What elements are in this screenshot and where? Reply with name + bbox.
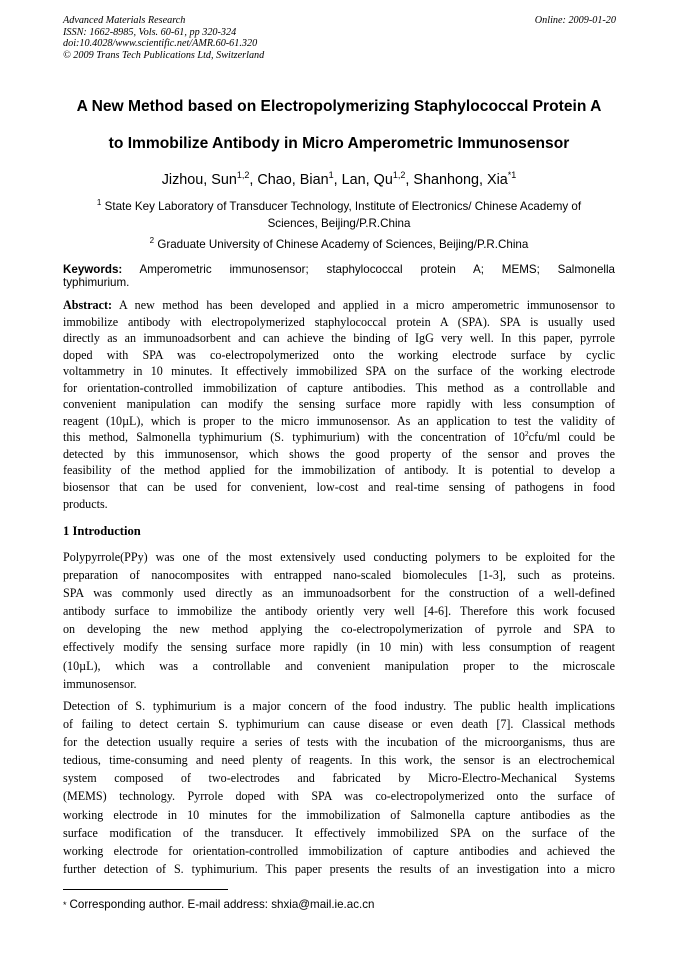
author-affiliation-mark: 1 (328, 170, 334, 180)
abstract-line: detected by this immunosensor, which shows the good property of the sensor and proves the (63, 446, 615, 461)
body-line: Polypyrrole(PPy) was one of the most extensively used conducting polymers to be exploited for the (63, 550, 615, 564)
footnote-rule (63, 889, 228, 890)
author-name: Lan, Qu (341, 172, 393, 188)
body-line: antibody surface to immobilize the antibody oriently very well [4-6]. Therefore this work focused (63, 604, 615, 619)
paper-title-line-2: to Immobilize Antibody in Micro Amperometric Immunosensor (108, 135, 570, 152)
body-line: of failing to detect certain S. typhimurium can cause disease or even death [7]. Classical methods (63, 717, 615, 732)
body-line: (MEMS) technology. Pyrrole doped with SPA was co-electropolymerized onto the surface of (63, 789, 615, 804)
keywords-text: typhimurium. (63, 276, 130, 290)
keywords-label: Keywords: (63, 263, 123, 276)
author-name: Shanhong, Xia (413, 172, 508, 188)
paper-title-line-1: A New Method based on Electropolymerizing Staphylococcal Protein A (76, 98, 602, 115)
doi-line: doi:10.4028/www.scientific.net/AMR.60-61.320 (63, 38, 258, 50)
footnote-text: Corresponding author. E-mail address: shxia@mail.ie.ac.cn (69, 898, 375, 911)
abstract-line: immobilize antibody with electropolymerized staphylococcal protein A (SPA). SPA is usually used (63, 314, 615, 329)
author-separator: , (249, 172, 258, 188)
keywords (63, 263, 615, 290)
author-affiliation-mark: 1,2 (236, 170, 250, 180)
journal-name: Advanced Materials Research (63, 15, 186, 26)
copyright-line: © 2009 Trans Tech Publications Ltd, Switzerland (63, 49, 265, 61)
issn-line: ISSN: 1662-8985, Vols. 60-61, pp 320-324 (63, 26, 237, 38)
body-line: Detection of S. typhimurium is a major concern of the food industry. The public health implications (63, 699, 615, 713)
section-heading-introduction: 1 Introduction (63, 524, 141, 538)
journal-header (63, 15, 616, 61)
author-separator: , (405, 172, 414, 188)
body-line: preparation of nanocomposites with entrapped nano-scaled biomolecules [1-3], such as proteins. (63, 568, 615, 583)
abstract-line: directly as an immunoadsorbent and can achieve the binding of IgG very well. In this paper, pyrrole (63, 331, 615, 346)
body-line: working electrode in 10 minutes for the immobilization of Salmonella capture antibodies as the (63, 807, 615, 822)
author-affiliation-mark: 1,2 (392, 170, 406, 180)
abstract-line: biosensor that can be used for convenient, low-cost and real-time sensing of pathogens in food (63, 480, 615, 495)
abstract (63, 297, 615, 512)
abstract-line: convenient manipulation can modify the sensing surface more rapidly with less consumption of (63, 397, 615, 412)
body-line: effectively modify the sensing surface more rapidly (in 10 min) with less consumption of reagent (63, 640, 615, 655)
footnote (63, 898, 375, 911)
abstract-line: for orientation-controlled immobilization of capture antibodies. This method as a controllable and (63, 380, 615, 395)
abstract-line: products. (63, 496, 108, 511)
affiliation-1 (70, 198, 608, 232)
affiliation-number: 2 (149, 236, 155, 245)
body-line: working electrode for orientation-controlled immobilization of capture antibodies and achieved the (63, 843, 615, 858)
intro-paragraph-1 (63, 548, 615, 693)
author-affiliation-mark: *1 (507, 170, 517, 180)
footnote-star: * (63, 900, 67, 910)
abstract-line: doped with SPA was co-electropolymerized onto the working electrode surface by cyclic (63, 347, 615, 362)
intro-paragraph-2 (63, 697, 615, 878)
abstract-line: voltammetry in 10 minutes. It effectively immobilized SPA on the surface of the working electrode (63, 364, 615, 379)
abstract-line: reagent (10µL), which is proper to the micro immunosensor. As an application to test the validity of (63, 413, 615, 428)
affiliation-number: 1 (96, 198, 102, 207)
author-name: Jizhou, Sun (161, 172, 237, 188)
body-line: tedious, time-consuming and need plenty of reagents. In this work, the sensor is an electrochemical (63, 753, 615, 768)
body-line: SPA was commonly used directly as an immunoadsorbent for the construction of a well-defined (63, 586, 615, 601)
body-line: on developing the new method applying the co-electropolymerization of pyrrole and SPA to (63, 622, 615, 637)
body-line: (10µL), which was a controllable and convenient manipulation proper to the microscale (63, 658, 615, 673)
affiliation-text: Sciences, Beijing/P.R.China (267, 217, 411, 230)
body-line: surface modification of the transducer. It effectively immobilized SPA on the surface of the (63, 825, 615, 840)
abstract-text: A new method has been developed and applied in a micro amperometric immunosensor to (112, 298, 615, 312)
body-line: immunosensor. (63, 676, 137, 691)
keywords-text: Amperometric immunosensor; staphylococcal protein A; MEMS; Salmonella (139, 263, 615, 276)
body-line: further detection of S. typhimurium. This paper presents the results of an investigation into a micro (63, 861, 615, 876)
online-date: Online: 2009-01-20 (534, 15, 616, 26)
body-line: system composed of two-electrodes and fabricated by Micro-Electro-Mechanical Systems (63, 771, 615, 786)
abstract-line: this method, Salmonella typhimurium (S. typhimurium) with the concentration of $10^2cfu/ml$ could be (63, 429, 615, 445)
author-separator: , (333, 172, 342, 188)
affiliation-text: State Key Laboratory of Transducer Technology, Institute of Electronics/ Chinese Academy of (104, 200, 582, 213)
author-list (40, 172, 638, 188)
affiliation-2 (70, 238, 608, 251)
abstract-label: Abstract: (63, 298, 113, 312)
body-line: for the detection usually require a series of tests with the incubation of the microorganisms, thus are (63, 735, 615, 750)
affiliation-text: Graduate University of Chinese Academy of Sciences, Beijing/P.R.China (157, 238, 529, 251)
abstract-line: feasibility of the method applied for the immobilization of antibody. It is potential to develop a (63, 463, 615, 478)
author-name: Chao, Bian (257, 172, 329, 188)
